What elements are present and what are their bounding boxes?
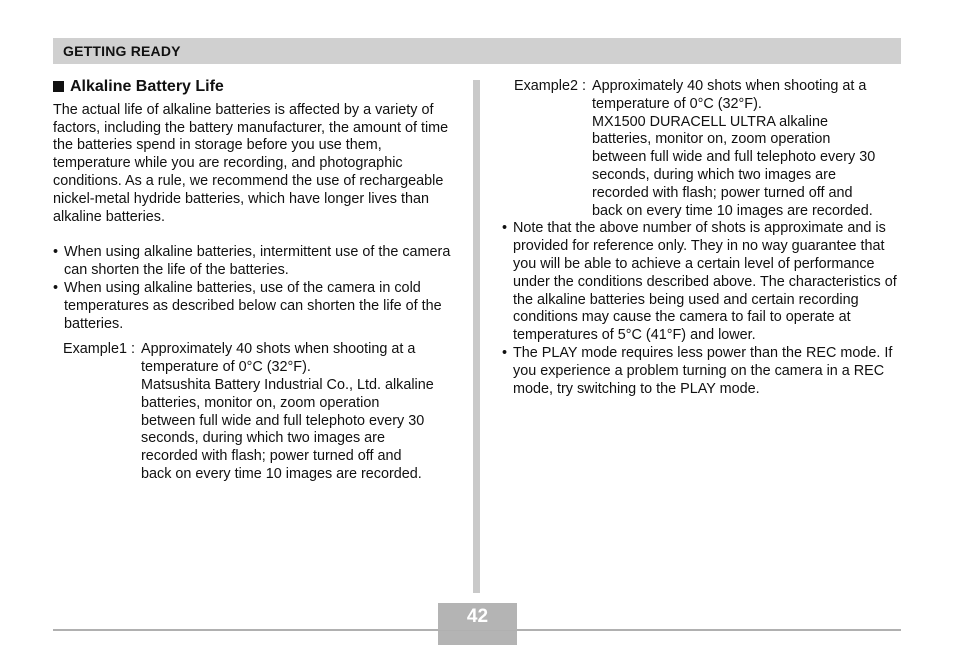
example-line: Approximately 40 shots when shooting at a	[592, 78, 867, 94]
example-line: temperature of 0°C (32°F).	[592, 95, 762, 112]
example-line: temperature of 0°C (32°F).	[141, 359, 311, 376]
example-line: Matsushita Battery Industrial Co., Ltd. alkaline	[141, 376, 434, 393]
page-number-tab	[438, 631, 517, 645]
example-line: recorded with flash; power turned off and	[592, 184, 853, 201]
example-line: back on every time 10 images are recorded.	[592, 202, 873, 219]
example-line: between full wide and full telephoto every 30	[141, 412, 425, 429]
bullet-item	[502, 345, 902, 398]
section-header-title: GETTING READY	[63, 43, 181, 59]
left-column	[53, 78, 453, 484]
bullet-item	[502, 220, 902, 345]
section-header-band	[53, 38, 901, 64]
square-bullet-icon	[53, 81, 64, 92]
example2-label: Example2 :	[514, 78, 586, 94]
bullet-dot: •	[502, 220, 508, 237]
example-line: back on every time 10 images are recorded.	[141, 465, 422, 482]
section-title	[53, 78, 453, 96]
bullet-dot: •	[53, 244, 59, 261]
bullet-text: When using alkaline batteries, intermittent use of the camera can shorten the life of the batteries.	[64, 244, 451, 279]
example1-label: Example1 :	[63, 341, 135, 358]
example-line: recorded with flash; power turned off and	[141, 448, 402, 465]
bullet-dot: •	[502, 344, 508, 361]
example-line: between full wide and full telephoto every 30	[592, 149, 876, 166]
intro-paragraph: The actual life of alkaline batteries is affected by a variety of factors, including the battery manufacturer, the amount of time the batteries spend in storage before you use them, temperature while you are recording, and photographic conditions. As a rule, we recommend the use of rechargeable nickel-metal hydride batteries, which have longer lives than alkaline batteries.	[53, 101, 449, 225]
example2	[502, 78, 902, 220]
example-line: MX1500 DURACELL ULTRA alkaline	[592, 113, 828, 130]
bullet-text: Note that the above number of shots is approximate and is provided for reference only. They in no way guarantee that you will be able to achieve a certain level of performance under the conditions described above. The characteristics of the alkaline batteries being used and certain recording conditions may cause the camera to fail to operate at temperatures of 5°C (41°F) and lower.	[513, 220, 897, 344]
example-line: seconds, during which two images are	[141, 430, 385, 447]
bullet-item	[53, 280, 453, 333]
example-line: batteries, monitor on, zoom operation	[592, 131, 831, 148]
bullet-dot: •	[53, 279, 59, 296]
page-number: 42	[438, 603, 517, 630]
example-line: batteries, monitor on, zoom operation	[141, 394, 380, 411]
example-line: seconds, during which two images are	[592, 166, 836, 183]
bullet-text: When using alkaline batteries, use of the camera in cold temperatures as described below can shorten the life of the batteries.	[64, 279, 442, 332]
bullet-item	[53, 244, 453, 280]
bullet-text: The PLAY mode requires less power than the REC mode. If you experience a problem turning on the camera in a REC mode, try switching to the PLAY mode.	[513, 344, 893, 397]
example-line: Approximately 40 shots when shooting at a	[141, 341, 416, 358]
example1-body	[141, 341, 453, 483]
example1	[53, 341, 453, 483]
column-divider	[473, 80, 480, 593]
example2-body	[592, 78, 902, 220]
right-column	[502, 78, 902, 398]
section-title-text: Alkaline Battery Life	[70, 78, 224, 95]
